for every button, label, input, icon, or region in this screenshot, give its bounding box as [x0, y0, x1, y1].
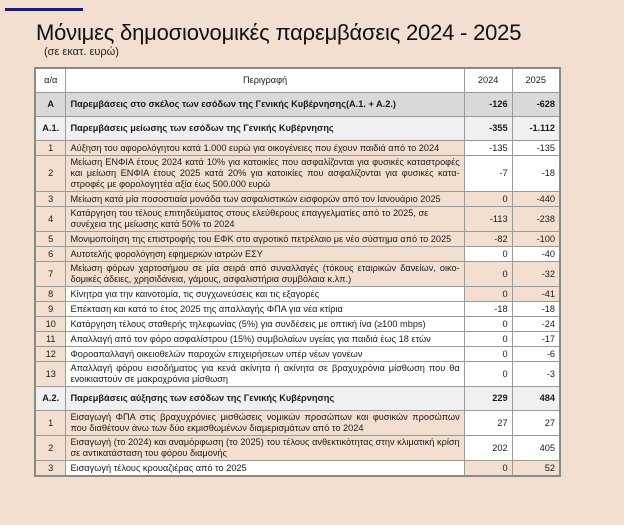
value-2025: -135 — [512, 141, 560, 156]
value-2024: 202 — [464, 436, 512, 461]
value-2025: -6 — [512, 347, 560, 362]
value-2025: -40 — [512, 247, 560, 262]
value-2025: -41 — [512, 287, 560, 302]
table-row — [35, 287, 560, 302]
row-description: Εισαγωγή ΦΠΑ στις βραχυχρόνιες μισθώσεις νομικών προσώπων και φυσικών προσώπων που διαθέτουν άνω των δύο εκμισθωμένων διαμερισμάτων από το 2024 — [66, 411, 464, 436]
value-2024: -7 — [464, 156, 512, 192]
row-number: 3 — [35, 192, 66, 207]
column-header-aa: α/α — [35, 68, 66, 93]
section-label: Παρεμβάσεις στο σκέλος των εσόδων της Γενικής Κυβέρνησης(Α.1. + Α.2.) — [66, 93, 464, 117]
table-row — [35, 247, 560, 262]
column-header-2025: 2025 — [512, 68, 560, 93]
row-number: 12 — [35, 347, 66, 362]
value-2024: -135 — [464, 141, 512, 156]
value-2024: 27 — [464, 411, 512, 436]
row-description: Κίνητρα για την καινοτομία, τις συγχωνεύσεις και τις εξαγορές — [66, 287, 464, 302]
a1-rows — [35, 141, 560, 387]
value-2024: 0 — [464, 262, 512, 287]
table-row — [35, 436, 560, 461]
page-subtitle: (σε εκατ. ευρώ) — [44, 46, 119, 58]
value-2024: 0 — [464, 317, 512, 332]
row-description: Μείωση κατά μία ποσοστιαία μονάδα των ασφαλιστικών εισφορών από τον Ιανουάριο 2025 — [66, 192, 464, 207]
value-2024: 0 — [464, 347, 512, 362]
section-label: Παρεμβάσεις μείωσης των εσόδων της Γενικής Κυβέρνησης — [66, 117, 464, 141]
row-description: Μείωση φόρων χαρτοσήμου σε μία σειρά από συναλλαγές (τόκους εταιρικών δανείων, οικο-δομικές άδειες, χρησιδάνεια, γάμους, ασφαλιστήρια συμβόλαια κ.λπ.) — [66, 262, 464, 287]
row-number: 4 — [35, 207, 66, 232]
value-2025: 484 — [512, 387, 560, 411]
table-row — [35, 362, 560, 387]
row-description: Επέκταση και κατά το έτος 2025 της απαλλαγής ΦΠΑ για νέα κτίρια — [66, 302, 464, 317]
value-2025: -24 — [512, 317, 560, 332]
table-row — [35, 141, 560, 156]
value-2024: 0 — [464, 461, 512, 477]
a2-rows — [35, 411, 560, 477]
row-description: Φοροαπαλλαγή οικειοθελών παροχών επιχειρήσεων υπέρ νέων γονέων — [66, 347, 464, 362]
value-2025: -32 — [512, 262, 560, 287]
row-description: Κατάργηση του τέλους επιτηδεύματος στους ελεύθερους επαγγελματίες από το 2025, σε συνέχεια της μείωσης κατά 50% το 2024 — [66, 207, 464, 232]
value-2025: -628 — [512, 93, 560, 117]
section-row-a — [35, 93, 560, 117]
row-number: 1 — [35, 141, 66, 156]
table-row — [35, 411, 560, 436]
row-description: Αύξηση του αφορολόγητου κατά 1.000 ευρώ για οικογένειες που έχουν παιδιά από το 2024 — [66, 141, 464, 156]
section-row-a2 — [35, 387, 560, 411]
table-row — [35, 317, 560, 332]
table-row — [35, 461, 560, 477]
table-header-row — [35, 68, 560, 93]
row-description: Μείωση ΕΝΦΙΑ έτους 2024 κατά 10% για κατοικίες που ασφαλίζονται για φυσικές καταστροφές και μείωση ΕΝΦΙΑ έτους 2025 κατά 20% για κατοικίες που ασφαλίζονται για φυσικές κατα-στροφές με φορολογητέα αξία έως 500.000 ευρώ — [66, 156, 464, 192]
interventions-table — [34, 67, 561, 477]
value-2024: 0 — [464, 362, 512, 387]
row-number: 7 — [35, 262, 66, 287]
row-number: 9 — [35, 302, 66, 317]
table-row — [35, 192, 560, 207]
value-2024: -113 — [464, 207, 512, 232]
table-row — [35, 232, 560, 247]
section-label: Παρεμβάσεις αύξησης των εσόδων της Γενικής Κυβέρνησης — [66, 387, 464, 411]
row-number: 2 — [35, 156, 66, 192]
row-number: 8 — [35, 287, 66, 302]
row-description: Εισαγωγή τέλους κρουαζιέρας από το 2025 — [66, 461, 464, 477]
value-2024: -18 — [464, 302, 512, 317]
table-row — [35, 156, 560, 192]
row-description: Απαλλαγή από τον φόρο ασφαλίστρου (15%) συμβολαίων υγείας για παιδιά έως 18 ετών — [66, 332, 464, 347]
row-number: 3 — [35, 461, 66, 477]
value-2025: -3 — [512, 362, 560, 387]
value-2025: -18 — [512, 156, 560, 192]
page-title: Μόνιμες δημοσιονομικές παρεμβάσεις 2024 - 2025 — [36, 20, 522, 45]
row-number: 1 — [35, 411, 66, 436]
value-2025: -100 — [512, 232, 560, 247]
value-2024: 0 — [464, 192, 512, 207]
table-row — [35, 302, 560, 317]
row-description: Μονιμοποίηση της επιστροφής του ΕΦΚ στο αγροτικό πετρέλαιο με νέο σύστημα από το 2025 — [66, 232, 464, 247]
section-id: Α.1. — [35, 117, 66, 141]
value-2025: -440 — [512, 192, 560, 207]
value-2025: 27 — [512, 411, 560, 436]
row-description: Κατάργηση τέλους σταθερής τηλεφωνίας (5%) για συνδέσεις με οπτική ίνα (≥100 mbps) — [66, 317, 464, 332]
value-2024: 0 — [464, 247, 512, 262]
row-number: 6 — [35, 247, 66, 262]
value-2024: -126 — [464, 93, 512, 117]
value-2025: -18 — [512, 302, 560, 317]
value-2025: 405 — [512, 436, 560, 461]
row-number: 5 — [35, 232, 66, 247]
row-description: Απαλλαγή φόρου εισοδήματος για κενά ακίνητα ή ακίνητα σε βραχυχρόνια μίσθωση που θα ενοικιαστούν σε μακροχρόνια μίσθωση — [66, 362, 464, 387]
value-2024: -355 — [464, 117, 512, 141]
value-2024: -82 — [464, 232, 512, 247]
value-2025: -238 — [512, 207, 560, 232]
section-row-a1 — [35, 117, 560, 141]
accent-line — [5, 8, 83, 11]
row-number: 11 — [35, 332, 66, 347]
row-number: 13 — [35, 362, 66, 387]
row-number: 2 — [35, 436, 66, 461]
table-row — [35, 207, 560, 232]
table-row — [35, 332, 560, 347]
section-id: Α.2. — [35, 387, 66, 411]
value-2024: 0 — [464, 287, 512, 302]
table-row — [35, 347, 560, 362]
row-description: Αυτοτελής φορολόγηση εφημεριών ιατρών ΕΣΥ — [66, 247, 464, 262]
value-2024: 229 — [464, 387, 512, 411]
column-header-2024: 2024 — [464, 68, 512, 93]
value-2024: 0 — [464, 332, 512, 347]
table-row — [35, 262, 560, 287]
section-id: Α — [35, 93, 66, 117]
row-number: 10 — [35, 317, 66, 332]
value-2025: -1.112 — [512, 117, 560, 141]
value-2025: -17 — [512, 332, 560, 347]
row-description: Εισαγωγή (το 2024) και αναμόρφωση (το 2025) του τέλους ανθεκτικότητας στην κλιματική κρίση σε αντικατάσταση του φόρου διαμονής — [66, 436, 464, 461]
value-2025: 52 — [512, 461, 560, 477]
column-header-description: Περιγραφή — [66, 68, 464, 93]
